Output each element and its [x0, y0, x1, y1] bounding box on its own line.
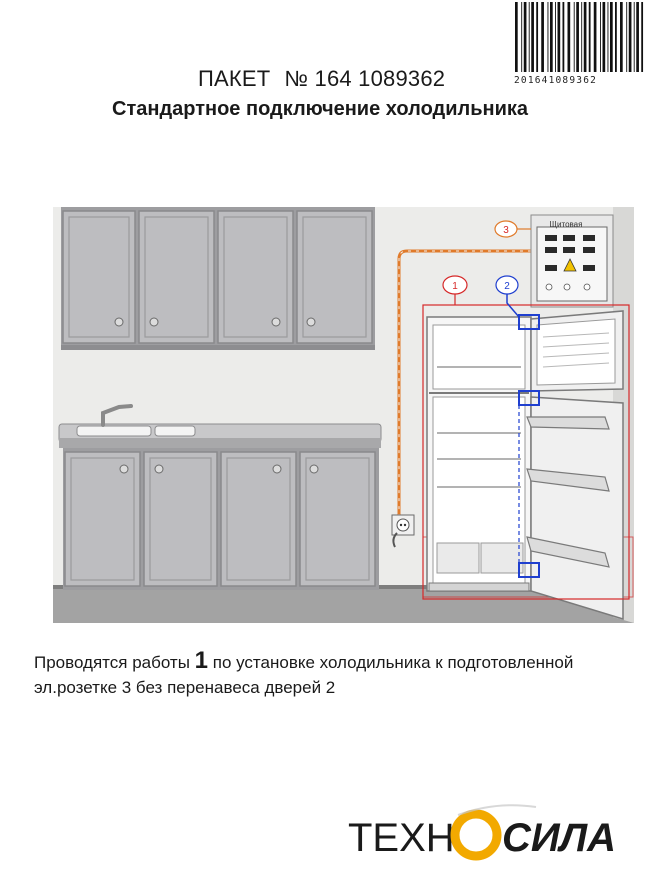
sink — [77, 426, 151, 436]
refrigerator — [427, 317, 531, 591]
page-subtitle: Стандартное подключение холодильника — [112, 98, 529, 120]
barcode-bar — [636, 2, 639, 72]
packet-label: ПАКЕТ — [198, 66, 271, 91]
callout-1-label: 1 — [452, 281, 458, 292]
barcode-bar — [529, 2, 530, 72]
barcode-bar — [626, 2, 627, 72]
description-text — [34, 648, 669, 700]
barcode-bar — [550, 2, 553, 72]
barcode-bar — [563, 2, 565, 72]
barcode-bar — [603, 2, 606, 72]
callout-2-label: 2 — [504, 281, 510, 292]
barcode-bar — [589, 2, 591, 72]
callout-2 — [496, 276, 518, 294]
barcode-bar — [558, 2, 561, 72]
fridge-installation-illustration — [53, 207, 634, 623]
barcode-bar — [629, 2, 632, 72]
tehnosila-logo — [346, 795, 646, 875]
barcode-bar — [521, 2, 522, 72]
barcode-bar — [600, 2, 601, 72]
refrigerator-doors — [527, 311, 623, 619]
barcode-bar — [576, 2, 579, 72]
barcode-bar — [515, 2, 518, 72]
barcode-bar — [524, 2, 527, 72]
barcode-bar — [536, 2, 538, 72]
barcode-bar — [568, 2, 571, 72]
barcode-bar — [608, 2, 609, 72]
barcode-digits: 201641089362 — [514, 75, 598, 86]
panel-label: Щитовая — [549, 220, 583, 229]
barcode-bar — [584, 2, 587, 72]
barcode-bar — [641, 2, 643, 72]
barcode-bar — [610, 2, 613, 72]
barcode-bar — [594, 2, 597, 72]
lower-cabinets — [63, 448, 379, 590]
callout-3-label: 3 — [503, 225, 509, 236]
barcode-bar — [541, 2, 544, 72]
logo-text-right: СИЛА — [502, 816, 617, 860]
packet-number: № 164 1089362 — [284, 66, 446, 91]
description-number: 1 — [194, 647, 209, 674]
barcode-bar — [634, 2, 635, 72]
barcode-bar — [615, 2, 617, 72]
barcode-bar — [620, 2, 623, 72]
barcode-bar — [574, 2, 575, 72]
logo-text-left: ТЕХН — [348, 816, 455, 860]
upper-cabinets — [61, 207, 375, 350]
barcode-bar — [531, 2, 534, 72]
description-line2: эл.розетке 3 без перенавеса дверей 2 — [34, 678, 336, 697]
description-part2: по установке холодильника к подготовленной — [208, 653, 574, 672]
page-title — [198, 66, 445, 92]
barcode-bar — [581, 2, 582, 72]
barcode-bar — [548, 2, 549, 72]
description-part1: Проводятся работы — [34, 653, 195, 672]
logo-ring — [455, 814, 497, 856]
barcode-bar — [555, 2, 556, 72]
